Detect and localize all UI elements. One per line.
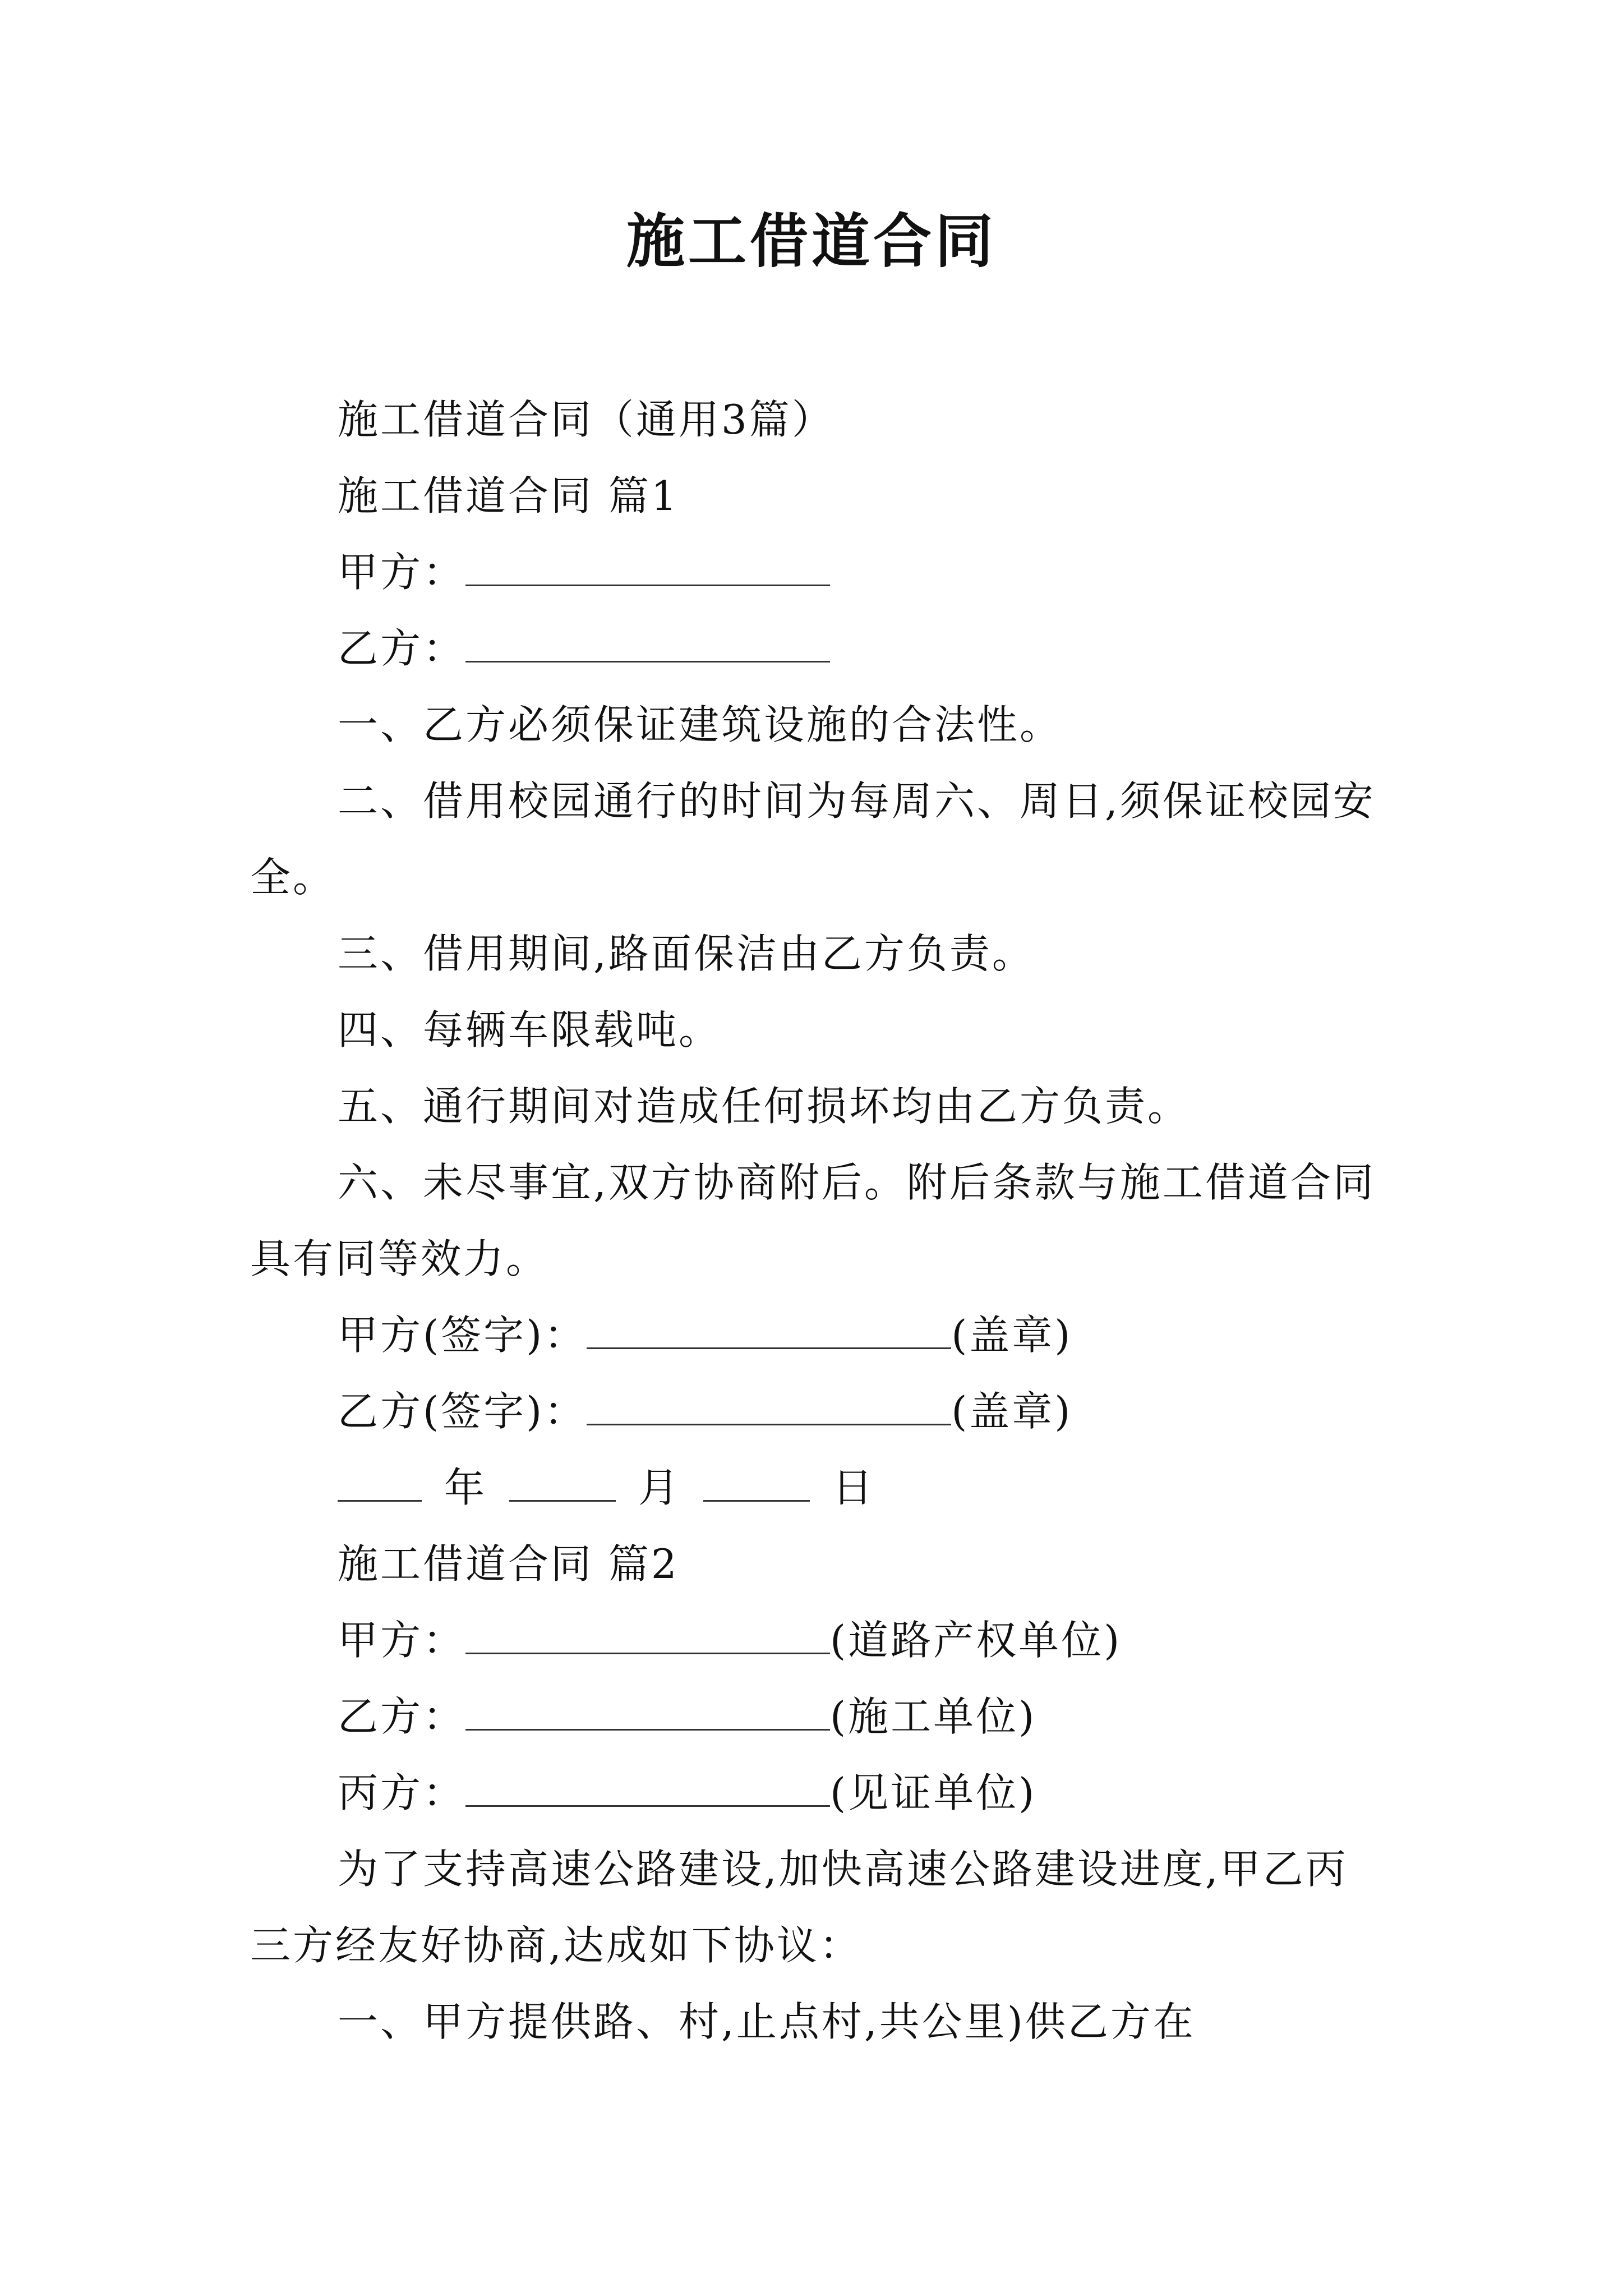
document-body <box>250 381 1389 2060</box>
clause-2: 二、借用校园通行的时间为每周六、周日,须保证校园安全。 <box>250 777 1376 901</box>
clause-4: 四、每辆车限载吨。 <box>338 1006 722 1053</box>
party-b2-label: 乙方： <box>338 1693 466 1740</box>
preamble-paragraph: 为了支持高速公路建设,加快高速公路建设进度,甲乙丙三方经友好协商,达成如下协议： <box>250 1846 1348 1969</box>
party-a2-blank <box>465 1618 830 1654</box>
day-label: 日 <box>832 1464 875 1511</box>
sign-party-b-label: 乙方(签字)： <box>338 1388 587 1435</box>
clause-1: 一、乙方必须保证建筑设施的合法性。 <box>338 701 1063 748</box>
clause-6: 六、未尽事宜,双方协商附后。附后条款与施工借道合同具有同等效力。 <box>250 1159 1376 1282</box>
party-a2-line <box>250 1602 1389 1678</box>
section-heading-2: 施工借道合同 篇2 <box>338 1540 679 1588</box>
seal-label-b: (盖章) <box>951 1388 1073 1435</box>
sign-party-a-line <box>250 1297 1389 1373</box>
month-label: 月 <box>638 1464 681 1511</box>
party-b-blank <box>465 626 830 662</box>
sign-party-b-blank <box>587 1389 951 1425</box>
sign-party-a-label: 甲方(签字)： <box>338 1312 587 1359</box>
month-blank <box>509 1465 616 1502</box>
date-line <box>250 1450 1389 1526</box>
year-label: 年 <box>444 1464 487 1511</box>
clause-3: 三、借用期间,路面保洁由乙方负责。 <box>338 930 1035 977</box>
section2-clause-1: 一、甲方提供路、村,止点村,共公里)供乙方在 <box>338 1998 1196 2045</box>
subtitle-line: 施工借道合同（通用3篇） <box>338 396 834 443</box>
party-a-blank <box>465 550 830 586</box>
party-a-line <box>250 534 1389 610</box>
party-b-line <box>250 610 1389 687</box>
day-blank <box>703 1465 810 1502</box>
section-heading-1: 施工借道合同 篇1 <box>338 472 679 519</box>
seal-label-a: (盖章) <box>951 1312 1073 1359</box>
party-b2-blank <box>465 1694 830 1731</box>
party-c-blank <box>465 1770 830 1807</box>
sign-party-b-line <box>250 1373 1389 1450</box>
party-a-label: 甲方： <box>338 549 466 596</box>
party-c-label: 丙方： <box>338 1769 466 1816</box>
party-b2-note: (施工单位) <box>830 1693 1037 1740</box>
sign-party-a-blank <box>587 1313 951 1349</box>
party-a2-label: 甲方： <box>338 1617 466 1664</box>
party-b2-line <box>250 1678 1389 1755</box>
party-b-label: 乙方： <box>338 625 466 672</box>
party-a2-note: (道路产权单位) <box>830 1617 1122 1664</box>
clause-5: 五、通行期间对造成任何损坏均由乙方负责。 <box>338 1083 1191 1130</box>
year-blank <box>338 1465 422 1502</box>
party-c-note: (见证单位) <box>830 1769 1037 1816</box>
party-c-line <box>250 1755 1389 1831</box>
document-title: 施工借道合同 <box>626 206 997 275</box>
